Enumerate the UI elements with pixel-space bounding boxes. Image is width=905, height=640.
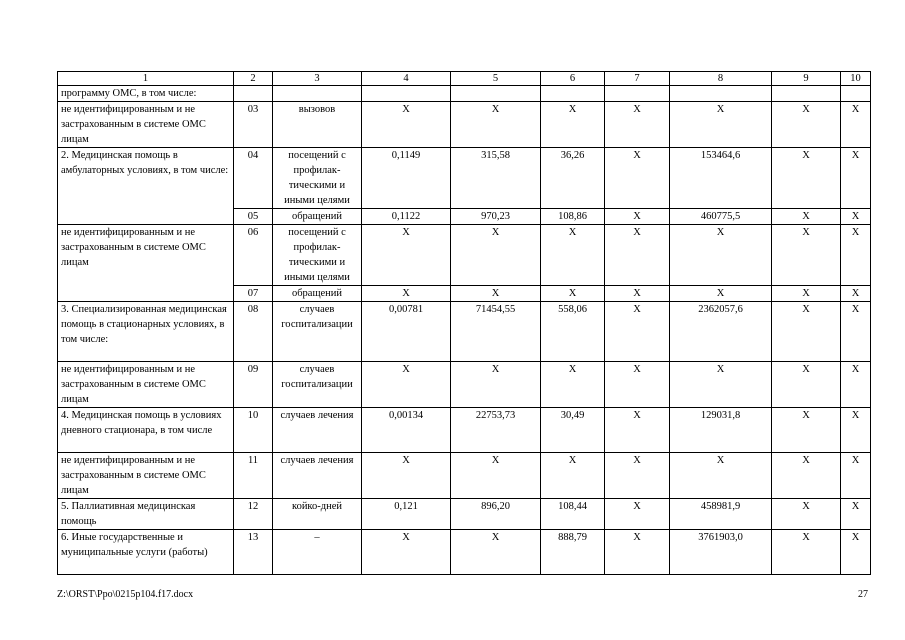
row-code-cell: 10	[234, 408, 273, 453]
row-code-cell: 06	[234, 225, 273, 286]
value-cell: 2362057,6	[670, 302, 772, 362]
row-code-cell	[234, 86, 273, 102]
row-unit-cell: случаев лечения	[273, 408, 362, 453]
row-name-cell: 6. Иные государственные и муниципальные услуги (работы)	[58, 530, 234, 575]
header-cell: 6	[541, 72, 605, 86]
value-cell: X	[541, 102, 605, 148]
value-cell: X	[605, 225, 670, 286]
value-cell: 36,26	[541, 148, 605, 209]
value-cell: 71454,55	[451, 302, 541, 362]
value-cell: X	[772, 148, 841, 209]
value-cell: X	[541, 225, 605, 286]
row-unit-cell	[273, 86, 362, 102]
value-cell: X	[841, 302, 871, 362]
value-cell: 460775,5	[670, 209, 772, 225]
value-cell: 458981,9	[670, 499, 772, 530]
value-cell: X	[451, 225, 541, 286]
table-row	[58, 86, 871, 102]
row-name-cell: программу ОМС, в том числе:	[58, 86, 234, 102]
value-cell: X	[841, 102, 871, 148]
header-cell: 2	[234, 72, 273, 86]
value-cell: 0,00781	[362, 302, 451, 362]
value-cell: X	[362, 225, 451, 286]
value-cell: X	[605, 209, 670, 225]
value-cell: 0,121	[362, 499, 451, 530]
value-cell: 0,1122	[362, 209, 451, 225]
value-cell: 315,58	[451, 148, 541, 209]
row-code-cell: 04	[234, 148, 273, 209]
value-cell: X	[772, 302, 841, 362]
value-cell: X	[362, 102, 451, 148]
value-cell: X	[670, 453, 772, 499]
value-cell: X	[362, 362, 451, 408]
row-unit-cell: случаев госпитализации	[273, 302, 362, 362]
value-cell: 888,79	[541, 530, 605, 575]
value-cell: X	[841, 499, 871, 530]
row-name-cell: 4. Медицинская помощь в условиях дневного стационара, в том числе	[58, 408, 234, 453]
value-cell: X	[841, 453, 871, 499]
row-code-cell: 05	[234, 209, 273, 225]
value-cell: X	[772, 530, 841, 575]
value-cell: X	[772, 209, 841, 225]
value-cell: X	[772, 225, 841, 286]
value-cell	[841, 86, 871, 102]
row-code-cell: 03	[234, 102, 273, 148]
row-unit-cell: вызовов	[273, 102, 362, 148]
value-cell: X	[541, 453, 605, 499]
value-cell: X	[541, 362, 605, 408]
value-cell: 558,06	[541, 302, 605, 362]
header-cell: 10	[841, 72, 871, 86]
value-cell: X	[841, 286, 871, 302]
header-row	[58, 72, 871, 86]
value-cell: 896,20	[451, 499, 541, 530]
row-unit-cell: случаев лечения	[273, 453, 362, 499]
value-cell	[605, 86, 670, 102]
row-code-cell: 12	[234, 499, 273, 530]
value-cell: 970,23	[451, 209, 541, 225]
header-cell: 1	[58, 72, 234, 86]
table-row	[58, 453, 871, 499]
footer-file-path: Z:\ORST\Ppo\0215p104.f17.docx	[57, 589, 194, 600]
table-row	[58, 530, 871, 575]
document-table	[57, 71, 871, 575]
value-cell: 0,1149	[362, 148, 451, 209]
value-cell: 108,86	[541, 209, 605, 225]
value-cell: X	[841, 408, 871, 453]
value-cell: X	[841, 209, 871, 225]
header-cell: 9	[772, 72, 841, 86]
value-cell: 0,00134	[362, 408, 451, 453]
header-cell: 3	[273, 72, 362, 86]
value-cell: 153464,6	[670, 148, 772, 209]
value-cell: X	[605, 499, 670, 530]
value-cell: X	[772, 102, 841, 148]
value-cell: X	[605, 408, 670, 453]
header-cell: 8	[670, 72, 772, 86]
value-cell: X	[670, 362, 772, 408]
row-name-cell: не идентифицированным и не застрахованным в системе ОМС лицам	[58, 225, 234, 302]
row-name-cell: не идентифицированным и не застрахованным в системе ОМС лицам	[58, 453, 234, 499]
row-unit-cell: посещений с профилак-тическими и иными целями	[273, 225, 362, 286]
value-cell: X	[541, 286, 605, 302]
value-cell: X	[841, 225, 871, 286]
row-unit-cell: обращений	[273, 209, 362, 225]
row-name-cell: 2. Медицинская помощь в амбулаторных условиях, в том числе:	[58, 148, 234, 225]
value-cell: X	[605, 286, 670, 302]
value-cell: X	[670, 225, 772, 286]
table-row	[58, 302, 871, 362]
value-cell	[362, 86, 451, 102]
value-cell: X	[670, 102, 772, 148]
value-cell: X	[451, 453, 541, 499]
value-cell: 3761903,0	[670, 530, 772, 575]
value-cell: X	[841, 362, 871, 408]
value-cell: 30,49	[541, 408, 605, 453]
table-row	[58, 362, 871, 408]
value-cell: 129031,8	[670, 408, 772, 453]
value-cell: X	[772, 408, 841, 453]
value-cell: X	[605, 302, 670, 362]
row-name-cell: 5. Паллиативная медицинская помощь	[58, 499, 234, 530]
value-cell: X	[772, 499, 841, 530]
table-body	[58, 72, 871, 575]
value-cell: X	[451, 530, 541, 575]
row-code-cell: 09	[234, 362, 273, 408]
value-cell: X	[772, 286, 841, 302]
row-code-cell: 08	[234, 302, 273, 362]
value-cell: 108,44	[541, 499, 605, 530]
value-cell: X	[605, 453, 670, 499]
header-cell: 4	[362, 72, 451, 86]
row-unit-cell: койко-дней	[273, 499, 362, 530]
value-cell: X	[451, 102, 541, 148]
value-cell: X	[841, 148, 871, 209]
value-cell: X	[605, 102, 670, 148]
value-cell	[451, 86, 541, 102]
value-cell: X	[362, 286, 451, 302]
row-code-cell: 07	[234, 286, 273, 302]
value-cell: X	[670, 286, 772, 302]
value-cell: X	[605, 362, 670, 408]
value-cell: X	[605, 530, 670, 575]
row-code-cell: 11	[234, 453, 273, 499]
row-unit-cell: –	[273, 530, 362, 575]
value-cell: X	[362, 530, 451, 575]
row-name-cell: не идентифицированным и не застрахованным в системе ОМС лицам	[58, 362, 234, 408]
row-unit-cell: посещений с профилак-тическими и иными целями	[273, 148, 362, 209]
row-name-cell: не идентифицированным и не застрахованным в системе ОМС лицам	[58, 102, 234, 148]
value-cell: X	[772, 362, 841, 408]
value-cell	[772, 86, 841, 102]
value-cell: X	[451, 286, 541, 302]
page-number: 27	[858, 589, 868, 600]
value-cell: X	[605, 148, 670, 209]
row-name-cell: 3. Специализированная медицинская помощь в стационарных условиях, в том числе:	[58, 302, 234, 362]
table-row	[58, 148, 871, 209]
value-cell: X	[362, 453, 451, 499]
header-cell: 5	[451, 72, 541, 86]
value-cell: 22753,73	[451, 408, 541, 453]
row-unit-cell: случаев госпитализации	[273, 362, 362, 408]
value-cell	[670, 86, 772, 102]
row-code-cell: 13	[234, 530, 273, 575]
value-cell	[541, 86, 605, 102]
table-row	[58, 408, 871, 453]
table-row	[58, 102, 871, 148]
value-cell: X	[841, 530, 871, 575]
value-cell: X	[772, 453, 841, 499]
header-cell: 7	[605, 72, 670, 86]
table-row	[58, 499, 871, 530]
value-cell: X	[451, 362, 541, 408]
row-unit-cell: обращений	[273, 286, 362, 302]
table-row	[58, 225, 871, 286]
